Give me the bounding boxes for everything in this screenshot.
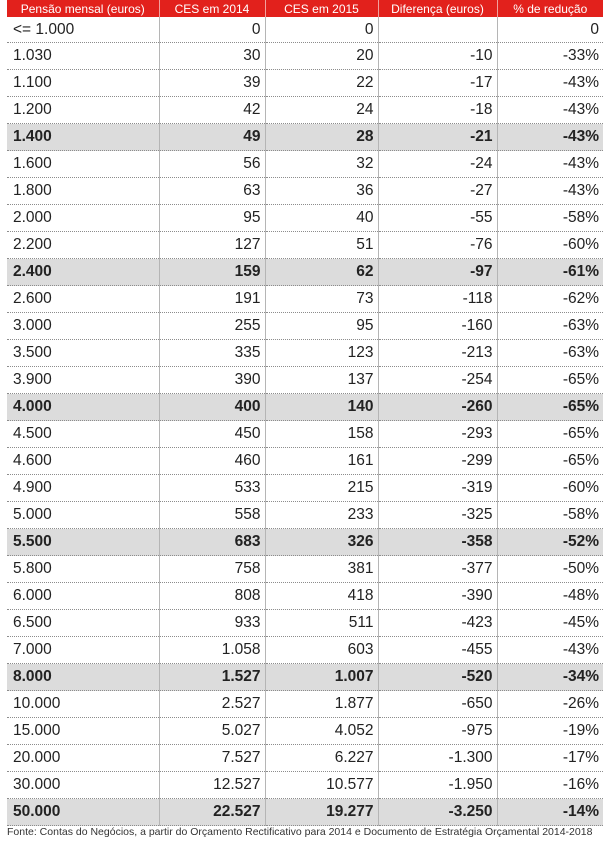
- pensao-cell: 2.200: [7, 232, 159, 259]
- ces-2014-cell: 39: [159, 70, 265, 97]
- diferenca-cell: [378, 17, 497, 43]
- table-row: [7, 610, 603, 637]
- diferenca-cell: -299: [378, 448, 497, 475]
- ces-2014-cell: 2.527: [159, 691, 265, 718]
- table-row: [7, 340, 603, 367]
- ces-2014-cell: 1.527: [159, 664, 265, 691]
- table-row: [7, 583, 603, 610]
- reducao-cell: -26%: [497, 691, 603, 718]
- ces-2014-cell: 390: [159, 367, 265, 394]
- reducao-cell: -43%: [497, 178, 603, 205]
- diferenca-cell: -27: [378, 178, 497, 205]
- diferenca-cell: -377: [378, 556, 497, 583]
- pensao-cell: 5.800: [7, 556, 159, 583]
- ces-2014-cell: 558: [159, 502, 265, 529]
- column-header-diferenca: Diferença (euros): [378, 0, 497, 17]
- table-row: [7, 178, 603, 205]
- pensao-cell: 15.000: [7, 718, 159, 745]
- diferenca-cell: -18: [378, 97, 497, 124]
- pensao-cell: 7.000: [7, 637, 159, 664]
- pensao-cell: 8.000: [7, 664, 159, 691]
- reducao-cell: -62%: [497, 286, 603, 313]
- ces-2014-cell: 400: [159, 394, 265, 421]
- reducao-cell: -48%: [497, 583, 603, 610]
- diferenca-cell: -1.950: [378, 772, 497, 799]
- pension-table-container: [7, 0, 603, 826]
- diferenca-cell: -76: [378, 232, 497, 259]
- reducao-cell: -65%: [497, 421, 603, 448]
- reducao-cell: -34%: [497, 664, 603, 691]
- table-row: [7, 17, 603, 43]
- ces-2015-cell: 73: [265, 286, 378, 313]
- pensao-cell: 1.600: [7, 151, 159, 178]
- diferenca-cell: -520: [378, 664, 497, 691]
- pensao-cell: 6.500: [7, 610, 159, 637]
- ces-2015-cell: 28: [265, 124, 378, 151]
- diferenca-cell: -254: [378, 367, 497, 394]
- table-row: [7, 637, 603, 664]
- ces-2015-cell: 10.577: [265, 772, 378, 799]
- ces-2015-cell: 603: [265, 637, 378, 664]
- diferenca-cell: -390: [378, 583, 497, 610]
- reducao-cell: -43%: [497, 124, 603, 151]
- pensao-cell: 5.500: [7, 529, 159, 556]
- pensao-cell: 6.000: [7, 583, 159, 610]
- reducao-cell: -43%: [497, 97, 603, 124]
- ces-2015-cell: 418: [265, 583, 378, 610]
- reducao-cell: -43%: [497, 70, 603, 97]
- ces-2014-cell: 127: [159, 232, 265, 259]
- ces-2015-cell: 32: [265, 151, 378, 178]
- reducao-cell: -14%: [497, 799, 603, 826]
- ces-2015-cell: 511: [265, 610, 378, 637]
- ces-2015-cell: 19.277: [265, 799, 378, 826]
- diferenca-cell: -358: [378, 529, 497, 556]
- pensao-cell: 5.000: [7, 502, 159, 529]
- reducao-cell: -60%: [497, 475, 603, 502]
- ces-2015-cell: 22: [265, 70, 378, 97]
- ces-2014-cell: 933: [159, 610, 265, 637]
- table-row: [7, 205, 603, 232]
- ces-2014-cell: 30: [159, 43, 265, 70]
- table-row: [7, 43, 603, 70]
- ces-2014-cell: 191: [159, 286, 265, 313]
- table-row: [7, 286, 603, 313]
- ces-2014-cell: 533: [159, 475, 265, 502]
- pensao-cell: 1.200: [7, 97, 159, 124]
- table-row: [7, 259, 603, 286]
- ces-2014-cell: 5.027: [159, 718, 265, 745]
- ces-2014-cell: 63: [159, 178, 265, 205]
- ces-2014-cell: 335: [159, 340, 265, 367]
- pensao-cell: 1.100: [7, 70, 159, 97]
- pensao-cell: 3.900: [7, 367, 159, 394]
- pensao-cell: 1.800: [7, 178, 159, 205]
- ces-2014-cell: 1.058: [159, 637, 265, 664]
- pensao-cell: 4.500: [7, 421, 159, 448]
- reducao-cell: -43%: [497, 637, 603, 664]
- table-row: [7, 475, 603, 502]
- diferenca-cell: -55: [378, 205, 497, 232]
- diferenca-cell: -325: [378, 502, 497, 529]
- column-header-reducao: % de redução: [497, 0, 603, 17]
- ces-2014-cell: 42: [159, 97, 265, 124]
- reducao-cell: -61%: [497, 259, 603, 286]
- ces-2015-cell: 4.052: [265, 718, 378, 745]
- reducao-cell: -52%: [497, 529, 603, 556]
- reducao-cell: -43%: [497, 151, 603, 178]
- ces-2014-cell: 683: [159, 529, 265, 556]
- reducao-cell: -65%: [497, 394, 603, 421]
- diferenca-cell: -97: [378, 259, 497, 286]
- table-row: [7, 448, 603, 475]
- table-header: [7, 0, 603, 17]
- pensao-cell: 2.600: [7, 286, 159, 313]
- reducao-cell: -58%: [497, 502, 603, 529]
- diferenca-cell: -260: [378, 394, 497, 421]
- reducao-cell: -65%: [497, 367, 603, 394]
- ces-2014-cell: 56: [159, 151, 265, 178]
- ces-2015-cell: 51: [265, 232, 378, 259]
- table-row: [7, 367, 603, 394]
- diferenca-cell: -17: [378, 70, 497, 97]
- ces-2014-cell: 49: [159, 124, 265, 151]
- diferenca-cell: -21: [378, 124, 497, 151]
- reducao-cell: -50%: [497, 556, 603, 583]
- diferenca-cell: -975: [378, 718, 497, 745]
- table-row: [7, 502, 603, 529]
- pensao-cell: 30.000: [7, 772, 159, 799]
- table-row: [7, 664, 603, 691]
- reducao-cell: -19%: [497, 718, 603, 745]
- reducao-cell: -45%: [497, 610, 603, 637]
- ces-2015-cell: 20: [265, 43, 378, 70]
- pensao-cell: 2.000: [7, 205, 159, 232]
- ces-2014-cell: 12.527: [159, 772, 265, 799]
- ces-2015-cell: 40: [265, 205, 378, 232]
- pensao-cell: 4.600: [7, 448, 159, 475]
- table-row: [7, 745, 603, 772]
- reducao-cell: -17%: [497, 745, 603, 772]
- ces-2015-cell: 326: [265, 529, 378, 556]
- diferenca-cell: -423: [378, 610, 497, 637]
- diferenca-cell: -24: [378, 151, 497, 178]
- ces-2015-cell: 24: [265, 97, 378, 124]
- table-row: [7, 394, 603, 421]
- reducao-cell: -60%: [497, 232, 603, 259]
- reducao-cell: 0: [497, 17, 603, 43]
- table-row: [7, 421, 603, 448]
- table-row: [7, 772, 603, 799]
- ces-2015-cell: 161: [265, 448, 378, 475]
- ces-2015-cell: 1.877: [265, 691, 378, 718]
- column-header-ces-2014: CES em 2014: [159, 0, 265, 17]
- source-note: Fonte: Contas do Negócios, a partir do Orçamento Rectificativo para 2014 e Documento de Estratégia Orçamental 2014-2018: [7, 826, 593, 838]
- reducao-cell: -65%: [497, 448, 603, 475]
- pensao-cell: 4.900: [7, 475, 159, 502]
- pensao-cell: <= 1.000: [7, 17, 159, 43]
- pensao-cell: 1.030: [7, 43, 159, 70]
- diferenca-cell: -293: [378, 421, 497, 448]
- ces-2014-cell: 7.527: [159, 745, 265, 772]
- pension-table: [7, 0, 603, 826]
- ces-2014-cell: 95: [159, 205, 265, 232]
- reducao-cell: -16%: [497, 772, 603, 799]
- table-row: [7, 691, 603, 718]
- diferenca-cell: -1.300: [378, 745, 497, 772]
- diferenca-cell: -650: [378, 691, 497, 718]
- ces-2015-cell: 6.227: [265, 745, 378, 772]
- pensao-cell: 2.400: [7, 259, 159, 286]
- table-row: [7, 151, 603, 178]
- diferenca-cell: -213: [378, 340, 497, 367]
- table-body: [7, 17, 603, 826]
- reducao-cell: -63%: [497, 340, 603, 367]
- column-header-pensao: Pensão mensal (euros): [7, 0, 159, 17]
- ces-2014-cell: 808: [159, 583, 265, 610]
- ces-2014-cell: 22.527: [159, 799, 265, 826]
- pensao-cell: 3.000: [7, 313, 159, 340]
- diferenca-cell: -10: [378, 43, 497, 70]
- ces-2015-cell: 140: [265, 394, 378, 421]
- header-row: [7, 0, 603, 17]
- ces-2015-cell: 158: [265, 421, 378, 448]
- table-row: [7, 529, 603, 556]
- ces-2015-cell: 123: [265, 340, 378, 367]
- reducao-cell: -58%: [497, 205, 603, 232]
- pensao-cell: 4.000: [7, 394, 159, 421]
- diferenca-cell: -3.250: [378, 799, 497, 826]
- ces-2014-cell: 758: [159, 556, 265, 583]
- ces-2014-cell: 159: [159, 259, 265, 286]
- pensao-cell: 20.000: [7, 745, 159, 772]
- ces-2014-cell: 255: [159, 313, 265, 340]
- table-row: [7, 124, 603, 151]
- diferenca-cell: -455: [378, 637, 497, 664]
- ces-2015-cell: 137: [265, 367, 378, 394]
- table-row: [7, 313, 603, 340]
- ces-2015-cell: 1.007: [265, 664, 378, 691]
- ces-2015-cell: 62: [265, 259, 378, 286]
- ces-2014-cell: 0: [159, 17, 265, 43]
- ces-2015-cell: 233: [265, 502, 378, 529]
- pensao-cell: 1.400: [7, 124, 159, 151]
- reducao-cell: -33%: [497, 43, 603, 70]
- reducao-cell: -63%: [497, 313, 603, 340]
- ces-2015-cell: 381: [265, 556, 378, 583]
- diferenca-cell: -160: [378, 313, 497, 340]
- table-row: [7, 718, 603, 745]
- table-row: [7, 556, 603, 583]
- pensao-cell: 50.000: [7, 799, 159, 826]
- pensao-cell: 3.500: [7, 340, 159, 367]
- ces-2015-cell: 215: [265, 475, 378, 502]
- diferenca-cell: -118: [378, 286, 497, 313]
- pensao-cell: 10.000: [7, 691, 159, 718]
- table-row: [7, 70, 603, 97]
- ces-2014-cell: 450: [159, 421, 265, 448]
- ces-2015-cell: 0: [265, 17, 378, 43]
- ces-2015-cell: 36: [265, 178, 378, 205]
- diferenca-cell: -319: [378, 475, 497, 502]
- table-row: [7, 799, 603, 826]
- ces-2014-cell: 460: [159, 448, 265, 475]
- table-row: [7, 97, 603, 124]
- column-header-ces-2015: CES em 2015: [265, 0, 378, 17]
- ces-2015-cell: 95: [265, 313, 378, 340]
- table-row: [7, 232, 603, 259]
